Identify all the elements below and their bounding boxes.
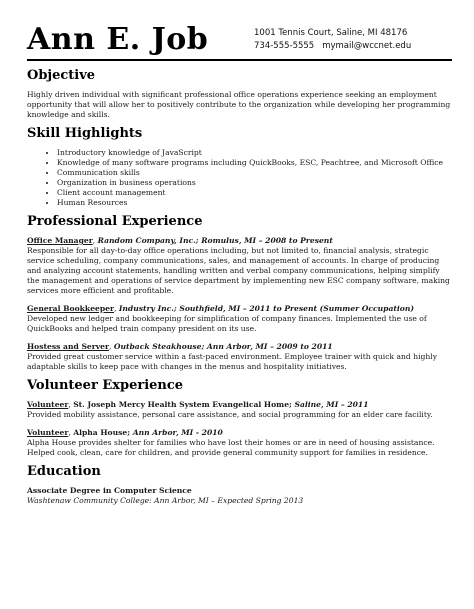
job-entry	[27, 304, 452, 334]
job-description: Responsible for all day-to-day office operations including, but not limited to, financial analysis, strategic service scheduling, company communications, sales, and management of accounts. In charge of producing and analyzing account statements, handling written and verbal company communications, helping simplify the management and operations of service department by implementing new ESC company software, making services more efficient and profitable.	[27, 246, 450, 295]
volunteer-header	[27, 428, 452, 438]
job-sep: ,	[109, 342, 114, 351]
job-employer: Outback Steakhouse; Ann Arbor, MI – 2009 to 2011	[113, 342, 333, 351]
volunteer-header	[27, 400, 452, 410]
volunteer-org: Alpha House;	[73, 428, 133, 437]
education-school: Washtenaw Community College: Ann Arbor, MI – Expected Spring 2013	[27, 496, 304, 505]
volunteer-description: Alpha House provides shelter for families who have lost their homes or are in need of housing assistance. Helped cook, clean, care for children, and provide general community support for families in residence.	[27, 438, 435, 457]
skills-list	[27, 148, 452, 208]
skills-heading: Skill Highlights	[27, 126, 143, 141]
volunteer-section	[27, 378, 452, 458]
volunteer-sep: ,	[68, 428, 74, 437]
applicant-name: Ann E. Job	[27, 22, 209, 57]
job-description: Developed new ledger and bookkeeping for simplification of company finances. Implemented the use of QuickBooks and helped train company president on its use.	[27, 314, 427, 333]
phone: 734-555-5555	[254, 41, 315, 51]
skill-item: • Organization in business operations	[57, 178, 452, 188]
skill-item: • Communication skills	[57, 168, 452, 178]
skill-item: • Knowledge of many software programs including QuickBooks, ESC, Peachtree, and Microsoft Office	[57, 158, 452, 168]
job-title: General Bookkeeper	[27, 304, 114, 313]
job-header	[27, 304, 452, 314]
job-employer: Random Company, Inc.; Romulus, MI – 2008 to Present	[97, 236, 333, 245]
volunteer-entry	[27, 428, 452, 458]
volunteer-entry	[27, 400, 452, 420]
job-sep: ,	[92, 236, 98, 245]
objective-heading: Objective	[27, 68, 96, 83]
header-divider	[27, 59, 452, 61]
email[interactable]: mymail@wccnet.edu	[322, 41, 412, 51]
job-entry	[27, 342, 452, 372]
volunteer-title: Volunteer	[27, 400, 69, 409]
volunteer-location: Saline, MI – 2011	[294, 400, 369, 409]
skills-section	[27, 126, 452, 208]
skill-item: • Human Resources	[57, 198, 452, 208]
volunteer-location: Ann Arbor, MI - 2010	[132, 428, 223, 437]
objective-text: Highly driven individual with significant professional office operations experience seeking an employment opportunity that will allow her to positively contribute to the organization while developing her programming knowledge and skills.	[27, 90, 451, 119]
job-description: Provided great customer service within a fast-paced environment. Employee trainer with quick and highly adaptable skills to keep pace with changes in the menus and hospitality initiatives.	[27, 352, 437, 371]
job-title: Office Manager	[27, 236, 93, 245]
volunteer-org: St. Joseph Mercy Health System Evangelical Home;	[73, 400, 295, 409]
skill-item: • Client account management	[57, 188, 452, 198]
professional-section	[27, 214, 452, 372]
volunteer-sep: ,	[68, 400, 74, 409]
skill-item: • Introductory knowledge of JavaScript	[57, 148, 452, 158]
objective-section	[27, 68, 452, 120]
job-header	[27, 236, 452, 246]
education-degree: Associate Degree in Computer Science	[27, 486, 192, 495]
job-employer: Industry Inc.; Southfield, MI – 2011 to Present (Summer Occupation)	[118, 304, 414, 313]
resume-content	[27, 64, 452, 506]
professional-heading: Professional Experience	[27, 214, 203, 229]
volunteer-description: Provided mobility assistance, personal care assistance, and social programming for an elder care facility.	[27, 410, 433, 419]
job-sep: ,	[114, 304, 119, 313]
job-title: Hostess and Server	[27, 342, 110, 351]
job-header	[27, 342, 452, 352]
volunteer-title: Volunteer	[27, 428, 69, 437]
education-section	[27, 464, 452, 506]
job-entry	[27, 236, 452, 296]
education-heading: Education	[27, 464, 101, 479]
contact-row	[254, 40, 411, 53]
volunteer-heading: Volunteer Experience	[27, 378, 184, 393]
contact-block	[254, 27, 411, 53]
address: 1001 Tennis Court, Saline, MI 48176	[254, 28, 408, 38]
